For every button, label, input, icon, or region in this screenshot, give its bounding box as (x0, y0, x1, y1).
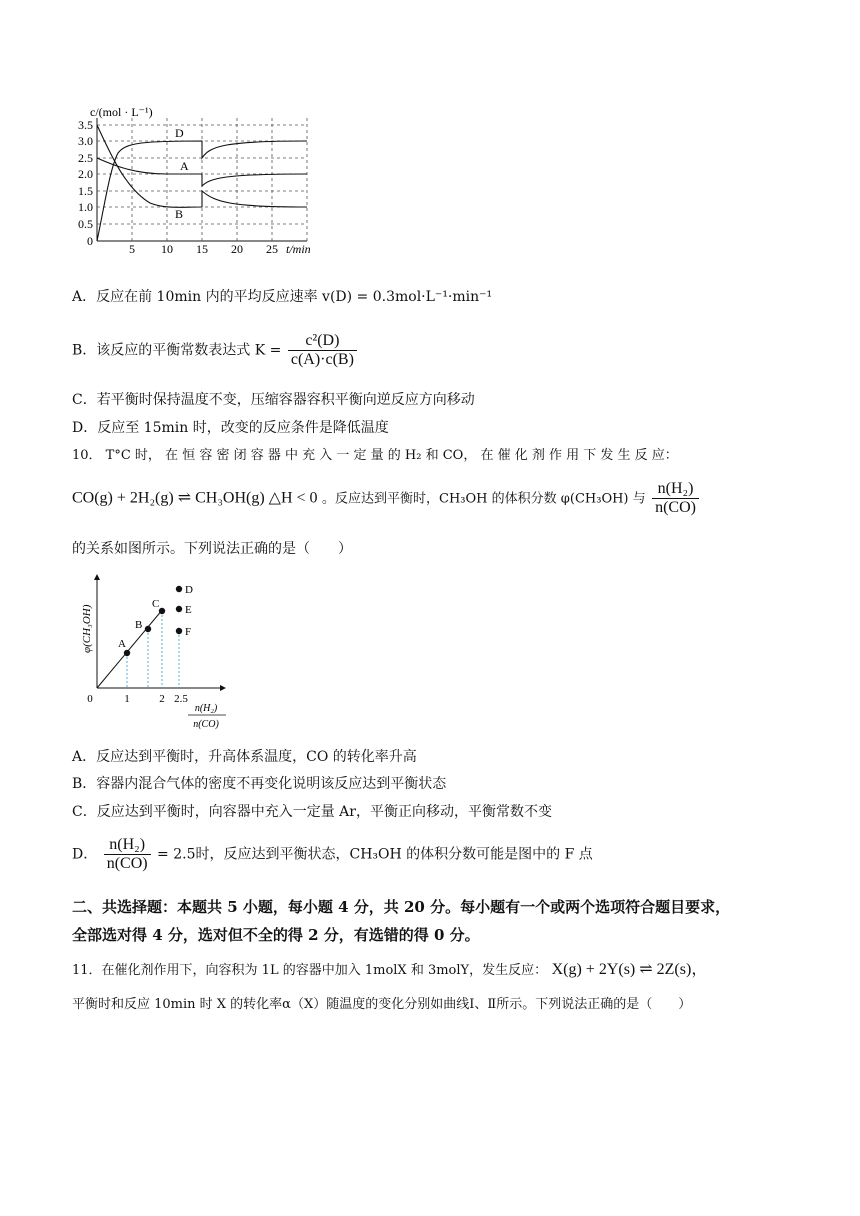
point-B (145, 626, 151, 632)
q11-stem-text: 11．在催化剂作用下，向容积为 1L 的容器中加入 1molX 和 3molY，发生反应： (72, 963, 548, 978)
point-label-E: E (185, 604, 192, 616)
q11-stem-line2: 平衡时和反应 10min 时 X 的转化率α（X）随温度的变化分别如曲线Ⅰ、Ⅱ所示。下列说法正确的是（ ） (72, 997, 692, 1012)
q10-ratio-fraction (652, 480, 699, 517)
q10-stem-line2 (72, 480, 701, 517)
q10-option-b: B．容器内混合气体的密度不再变化说明该反应达到平衡状态 (72, 776, 447, 792)
q11-reaction: X(g) + 2Y(s) ⇌ 2Z(s)， (551, 961, 708, 978)
q10-option-a: A．反应达到平衡时，升高体系温度，CO 的转化率升高 (72, 749, 417, 765)
point-A (124, 650, 130, 656)
q9-option-b-prefix: B．该反应的平衡常数表达式 K = (72, 342, 282, 359)
curve-label-B: B (175, 207, 184, 221)
curve-label-D: D (175, 126, 184, 140)
chart2-x-tick-1: 1 (124, 693, 130, 705)
chart2-x-tick-0: 0 (87, 693, 93, 705)
q9-option-b-fraction (288, 332, 357, 369)
q9-option-d: D．反应至 15min 时，改变的反应条件是降低温度 (72, 420, 389, 436)
point-F (176, 628, 182, 634)
q9-option-a: A．反应在前 10min 内的平均反应速率 v(D) = 0.3mol·L⁻¹·min⁻¹ (72, 289, 493, 305)
y-tick-1.5: 1.5 (78, 184, 93, 198)
section2-heading-line1: 二、共选择题：本题共 5 小题，每小题 4 分，共 20 分。每小题有一个或两个选项符合题目要求， (72, 898, 731, 916)
x-tick-10: 10 (161, 242, 173, 256)
point-label-B: B (135, 619, 143, 631)
q10-option-d (72, 836, 593, 873)
point-label-F: F (185, 626, 192, 638)
x-tick-20: 20 (231, 242, 243, 256)
x-tick-25: 25 (266, 242, 278, 256)
concentration-time-chart (60, 98, 330, 258)
point-label-C: C (152, 598, 160, 610)
point-C (159, 608, 165, 614)
q10-stem-line3: 的关系如图所示。下列说法正确的是（ ） (72, 541, 352, 557)
q10-option-c: C．反应达到平衡时，向容器中充入一定量 Ar，平衡正向移动，平衡常数不变 (72, 804, 552, 820)
q9-option-b-numerator: c²(D) (288, 332, 357, 351)
methanol-fraction-chart (78, 565, 238, 740)
q9-option-c: C．若平衡时保持温度不变，压缩容器容积平衡向逆反应方向移动 (72, 392, 475, 408)
x-axis-unit: t/min (286, 242, 311, 256)
q10-option-d-suffix: = 2.5时，反应达到平衡状态，CH₃OH 的体积分数可能是图中的 F 点 (157, 846, 593, 863)
q10-reaction: CO(g) + 2H₂(g) ⇌ CH₃OH(g) △H < 0 (72, 489, 318, 507)
x-tick-5: 5 (129, 242, 135, 256)
point-label-A: A (118, 638, 126, 650)
q10-option-d-prefix: D． (72, 846, 98, 863)
q10-stem-line1: 10． T°C 时， 在 恒 容 密 闭 容 器 中 充 入 一 定 量 的 H₂ 和 CO， 在 催 化 剂 作 用 下 发 生 反 应： (72, 448, 678, 463)
section2-heading-line2: 全部选对得 4 分，选对但不全的得 2 分，有选错的得 0 分。 (72, 926, 480, 944)
q10-option-d-numerator: n(H₂) (104, 836, 151, 855)
chart2-x-tick-2.5: 2.5 (174, 693, 188, 705)
y-tick-1.0: 1.0 (78, 200, 93, 214)
point-label-D: D (185, 584, 193, 596)
chart2-x-label-num: n(H₂) (194, 703, 218, 714)
q11-stem-line1 (72, 960, 707, 981)
y-tick-0: 0 (87, 234, 93, 248)
point-D (176, 586, 182, 592)
y-tick-3.5: 3.5 (78, 118, 93, 132)
curve-label-A: A (180, 159, 189, 173)
q10-ratio-numerator: n(H₂) (652, 480, 699, 499)
chart1-y-unit: c/(mol · L⁻¹) (90, 105, 153, 119)
y-tick-2.5: 2.5 (78, 151, 93, 165)
q10-option-d-fraction (104, 836, 151, 873)
q10-ratio-denominator: n(CO) (655, 499, 696, 516)
x-tick-15: 15 (196, 242, 208, 256)
q9-option-b (72, 332, 359, 369)
q10-stem-mid: 。反应达到平衡时，CH₃OH 的体积分数 φ(CH₃OH) 与 (322, 491, 646, 507)
chart2-x-label-den: n(CO) (193, 719, 219, 730)
q10-option-d-denominator: n(CO) (106, 855, 148, 872)
point-E (176, 606, 182, 612)
y-tick-3.0: 3.0 (78, 134, 93, 148)
chart2-y-label: φ(CH₃OH) (81, 604, 93, 653)
chart2-x-tick-2: 2 (159, 693, 165, 705)
q9-option-b-denominator: c(A)·c(B) (290, 351, 354, 368)
y-tick-0.5: 0.5 (78, 217, 93, 231)
y-tick-2.0: 2.0 (78, 167, 93, 181)
